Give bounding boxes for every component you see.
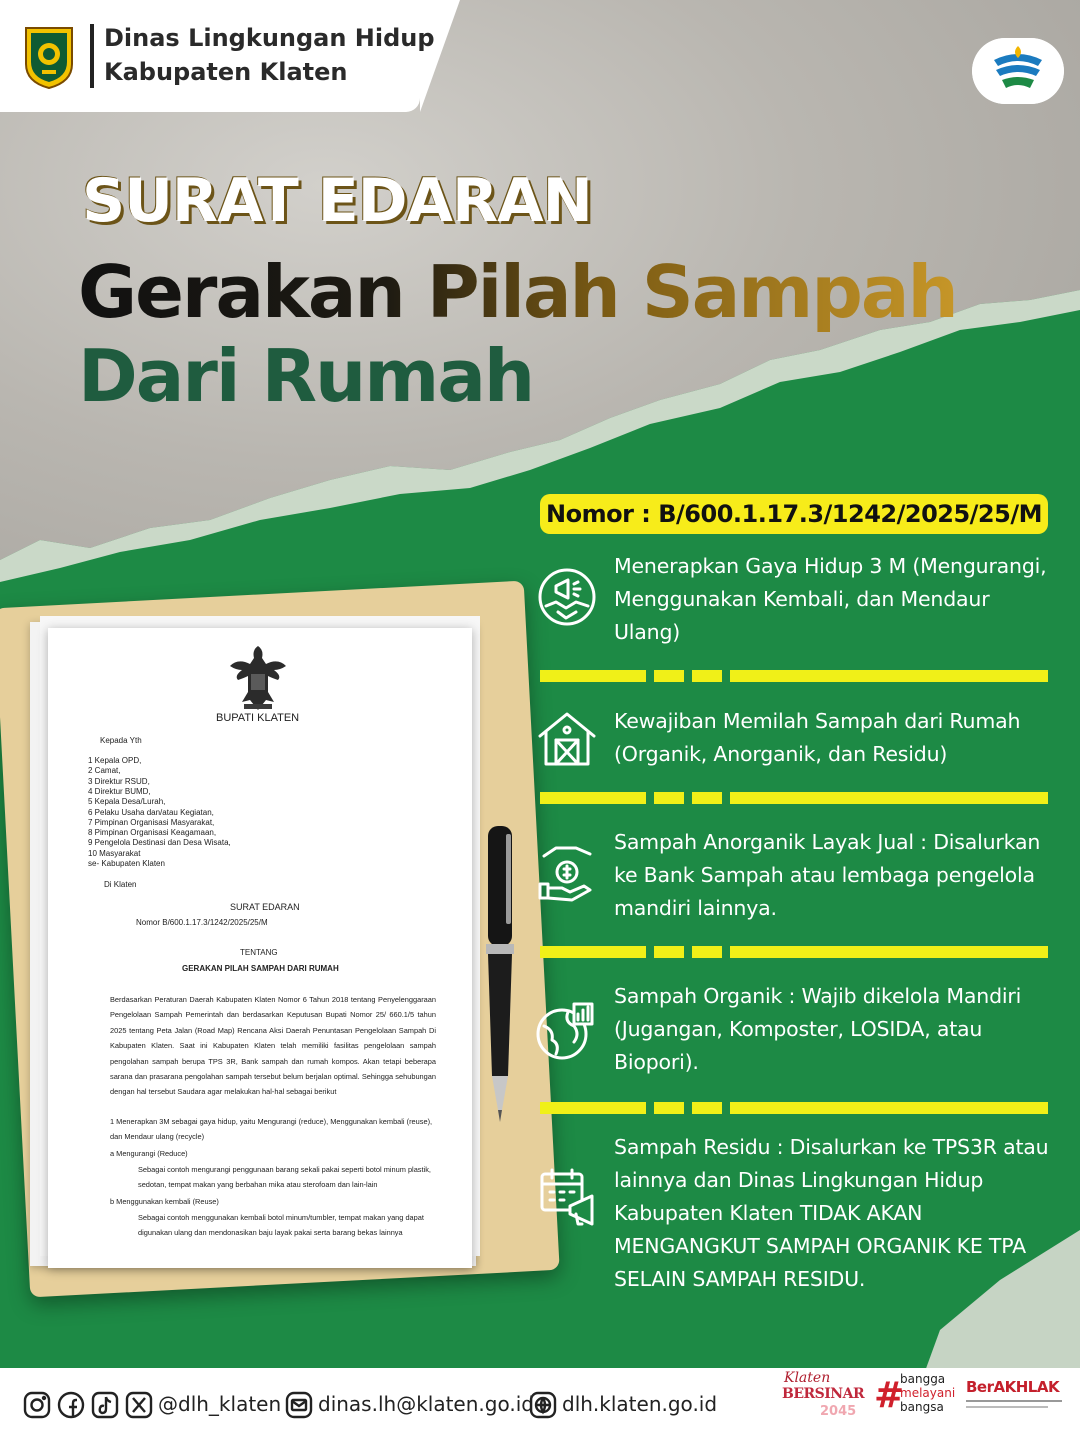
- title-surat-edaran: SURAT EDARAN: [82, 166, 592, 236]
- document-subject: GERAKAN PILAH SAMPAH DARI RUMAH: [182, 964, 339, 973]
- document-place: Di Klaten: [104, 880, 137, 889]
- badge-melayani-text: melayani: [900, 1386, 956, 1400]
- dashed-divider: [540, 792, 1048, 804]
- document-body: Berdasarkan Peraturan Daerah Kabupaten Klaten Nomor 6 Tahun 2018 tentang Penyelenggaraan Pengelolaan Sampah Pemerintah dan berdasarkan Keputusan Bupati Nomor 25/ 660.1/5 tahun 2025 tentang Peta Jalan (Road Map) Rencana Aksi Daerah Penuntasan Pengelolaan Sampah Di Kabupaten Klaten. Saat ini Kabupaten Klaten telah memiliki fasilitas pengelolaan sampah pengolahan sampah berupa TPS 3R, Bank sampah dan rumah kompos. Akan tetapi beberapa sarana dan prasarana pengolahan sampah tersebut belum berjalan optimal. Sehingga sehubungan dengan hal tersebut Saudara agar melakukan hal-hal sebagai berikut: [110, 995, 436, 1097]
- hashtag-icon: #: [874, 1375, 905, 1416]
- badge-bangsa-text: bangsa: [900, 1400, 944, 1414]
- agency-name-line2: Kabupaten Klaten: [104, 58, 348, 86]
- document-recipient: 9 Pengelola Destinasi dan Desa Wisata,: [88, 838, 231, 848]
- website-icon[interactable]: [528, 1390, 558, 1420]
- item-sort-waste-at-home: Kewajiban Memilah Sampah dari Rumah (Organik, Anorganik, dan Residu): [614, 709, 1021, 766]
- hand-money-icon: [536, 842, 598, 904]
- bangga-melayani-bangsa-badge: [874, 1370, 958, 1430]
- megaphone-handshake-icon: [536, 566, 598, 628]
- dashed-divider: [540, 946, 1048, 958]
- email-icon[interactable]: [284, 1390, 314, 1420]
- document-point-b-text: Sebagai contoh menggunakan kembali botol minum/tumbler, tempat makan yang dapat digunakan ulang dan mendonasikan baju layak pakai serta barang bekas lainnya: [138, 1213, 424, 1238]
- globe-chart-icon: [534, 1000, 596, 1062]
- title-dari-rumah: Dari Rumah: [78, 334, 534, 418]
- badge-tagline-line: [966, 1400, 1062, 1402]
- pen: [480, 826, 520, 1126]
- title-gerakan-pilah-sampah: Gerakan Pilah Sampah: [78, 250, 957, 334]
- website-url[interactable]: dlh.klaten.go.id: [562, 1392, 718, 1416]
- document-recipient: 4 Direktur BUMD,: [88, 786, 151, 796]
- document-recipient: 10 Masyarakat: [88, 848, 141, 858]
- badge-klaten-text: Klaten: [784, 1370, 831, 1386]
- badge-2045-text: 2045: [820, 1404, 857, 1419]
- tiktok-icon[interactable]: [90, 1390, 120, 1420]
- document-recipient: 3 Direktur RSUD,: [88, 776, 150, 786]
- header-divider: [90, 24, 94, 88]
- document-tentang: TENTANG: [240, 948, 278, 957]
- dashed-divider: [540, 1102, 1048, 1114]
- document-issuer: BUPATI KLATEN: [216, 712, 300, 724]
- document-title: SURAT EDARAN: [230, 902, 300, 912]
- decree-number-badge: Nomor : B/600.1.17.3/1242/2025/25/M: [540, 494, 1048, 534]
- item-3m-lifestyle: Menerapkan Gaya Hidup 3 M (Mengurangi, Menggunakan Kembali, dan Mendaur Ulang): [614, 554, 1047, 644]
- document-recipient: 6 Pelaku Usaha dan/atau Kegiatan,: [88, 807, 214, 817]
- x-twitter-icon[interactable]: [124, 1390, 154, 1420]
- document-point-a-text: Sebagai contoh mengurangi penggunaan barang sekali pakai seperti botol minum plastik, sedotan, tempat makan yang berbahan mika atau sterofoam dan lain-lain: [138, 1165, 431, 1190]
- klaten-bersinar-badge: [780, 1370, 866, 1432]
- document-point-1: 1 Menerapkan 3M sebagai gaya hidup, yaitu Mengurangi (reduce), Menggunakan kembali (reuse), dan Mendaur ulang (recycle): [110, 1117, 433, 1142]
- house-box-icon: [536, 708, 598, 770]
- email-address[interactable]: dinas.lh@klaten.go.id: [318, 1392, 534, 1416]
- dashed-divider: [540, 670, 1048, 682]
- badge-tagline-line: [966, 1406, 1048, 1408]
- garuda-emblem: [226, 640, 290, 714]
- klaten-regency-logo: [22, 24, 76, 90]
- document-recipient: 8 Pimpinan Organisasi Keagamaan,: [88, 828, 217, 838]
- agency-name-line1: Dinas Lingkungan Hidup: [104, 24, 435, 52]
- document-number: Nomor B/600.1.17.3/1242/2025/25/M: [136, 918, 268, 927]
- item-organic-waste: Sampah Organik : Wajib dikelola Mandiri (Jugangan, Komposter, LOSIDA, atau Biopori).: [614, 984, 1022, 1074]
- calendar-megaphone-icon: [538, 1166, 600, 1228]
- berakhlak-badge: [964, 1370, 1070, 1430]
- facebook-icon[interactable]: [56, 1390, 86, 1420]
- social-handle[interactable]: @dlh_klaten: [158, 1392, 282, 1416]
- item-inorganic-waste: Sampah Anorganik Layak Jual : Disalurkan ke Bank Sampah atau lembaga pengelola mandiri lainnya.: [614, 830, 1041, 920]
- item-residual-waste: Sampah Residu : Disalurkan ke TPS3R atau lainnya dan Dinas Lingkungan Hidup Kabupaten Klaten TIDAK AKAN MENGANGKUT SAMPAH ORGANIK KE TPA SELAIN SAMPAH RESIDU.: [614, 1135, 1049, 1291]
- document-recipient: se- Kabupaten Klaten: [88, 859, 165, 868]
- document-recipient: 5 Kepala Desa/Lurah,: [88, 797, 166, 807]
- document-recipient: 7 Pimpinan Organisasi Masyarakat,: [88, 817, 215, 827]
- dlh-logo: [972, 38, 1064, 104]
- document-recipient: 1 Kepala OPD,: [88, 756, 142, 765]
- document-point-a: a Mengurangi (Reduce): [110, 1149, 188, 1158]
- badge-bangga-text: bangga: [900, 1372, 946, 1386]
- document-point-b: b Menggunakan kembali (Reuse): [110, 1197, 219, 1206]
- document-addressee: Kepada Yth: [100, 736, 142, 745]
- badge-bersinar-text: BERSINAR: [782, 1386, 865, 1402]
- instagram-icon[interactable]: [22, 1390, 52, 1420]
- document-recipient: 2 Camat,: [88, 766, 121, 776]
- badge-berakhlak-text: BerAKHLAK: [966, 1378, 1060, 1396]
- circular-letter-document: [48, 628, 472, 1268]
